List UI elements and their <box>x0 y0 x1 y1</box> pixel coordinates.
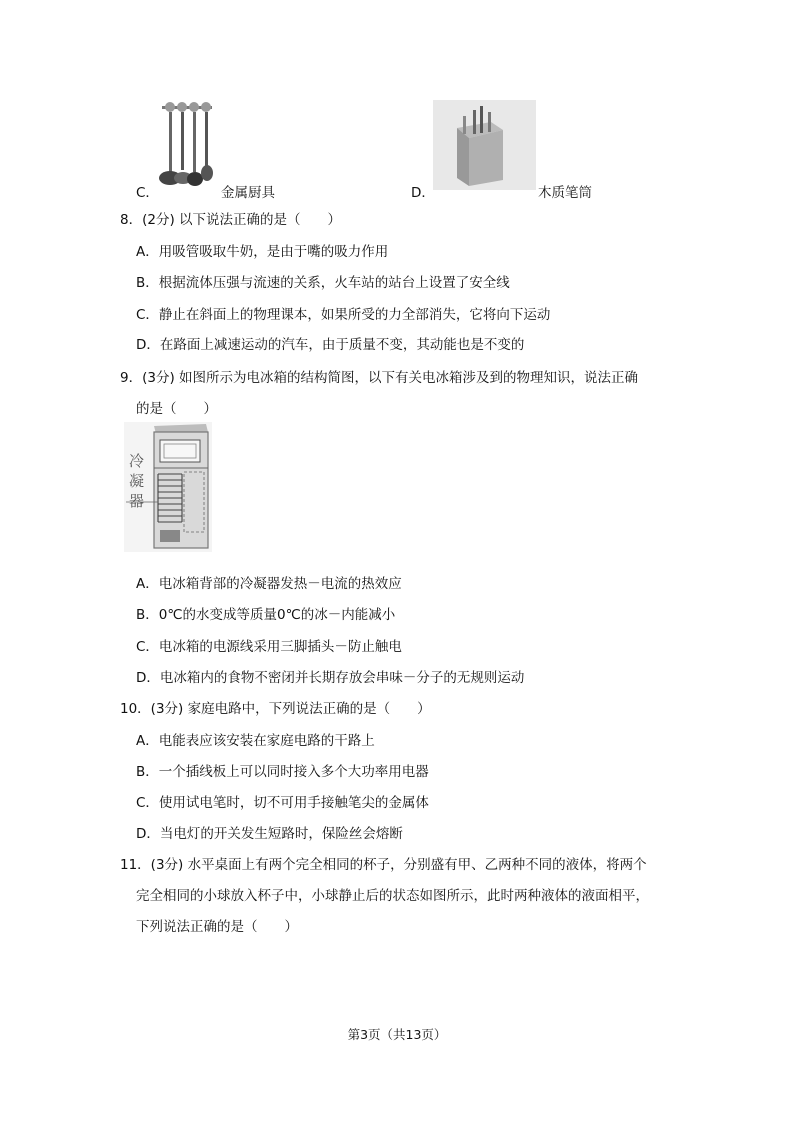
question-11-stem: 11．(3分) 水平桌面上有两个完全相同的杯子，分别盛有甲、乙两种不同的液体，将两个 <box>120 857 647 873</box>
question-8-option-c: C．静止在斜面上的物理课本，如果所受的力全部消失，它将向下运动 <box>136 307 551 323</box>
option-d-letter: D． <box>411 185 435 201</box>
page-footer: 第3页（共13页） <box>347 1027 447 1042</box>
question-9-option-a: A．电冰箱背部的冷凝器发热－电流的热效应 <box>136 576 402 592</box>
condenser-label-1: 冷 <box>129 452 145 470</box>
question-8-option-b: B．根据流体压强与流速的关系，火车站的站台上设置了安全线 <box>136 275 510 291</box>
question-11-stem-continued-1: 完全相同的小球放入杯子中，小球静止后的状态如图所示，此时两种液体的液面相平， <box>136 888 649 904</box>
metal-kitchenware-image <box>158 100 218 190</box>
question-10-option-d: D．当电灯的开关发生短路时，保险丝会熔断 <box>136 826 403 842</box>
condenser-label-3: 器 <box>129 492 145 510</box>
question-9-stem: 9．(3分) 如图所示为电冰箱的结构简图，以下有关电冰箱涉及到的物理知识，说法正确 <box>120 370 639 386</box>
option-c-letter: C． <box>136 185 159 201</box>
question-8-option-a: A．用吸管吸取牛奶，是由于嘴的吸力作用 <box>136 244 389 260</box>
question-10-option-a: A．电能表应该安装在家庭电路的干路上 <box>136 733 375 749</box>
option-c-caption: 金属厨具 <box>221 185 275 201</box>
question-8-stem: 8．(2分) 以下说法正确的是（ ） <box>120 212 342 228</box>
condenser-label-2: 凝 <box>129 472 145 490</box>
question-9-option-d: D．电冰箱内的食物不密闭并长期存放会串味－分子的无规则运动 <box>136 670 525 686</box>
option-d-caption: 木质笔筒 <box>538 185 592 201</box>
question-10-option-b: B．一个插线板上可以同时接入多个大功率用电器 <box>136 764 429 780</box>
question-10-option-c: C．使用试电笔时，切不可用手接触笔尖的金属体 <box>136 795 429 811</box>
question-10-stem: 10．(3分) 家庭电路中，下列说法正确的是（ ） <box>120 701 431 717</box>
question-9-stem-continued: 的是（ ） <box>136 401 217 417</box>
question-8-option-d: D．在路面上减速运动的汽车，由于质量不变，其动能也是不变的 <box>136 337 525 353</box>
question-9-option-c: C．电冰箱的电源线采用三脚插头－防止触电 <box>136 639 402 655</box>
refrigerator-figure <box>124 422 212 552</box>
question-9-option-b: B．0℃的水变成等质量0℃的冰－内能减小 <box>136 607 396 623</box>
wooden-pen-holder-image <box>433 100 536 190</box>
question-11-stem-continued-2: 下列说法正确的是（ ） <box>136 919 298 935</box>
